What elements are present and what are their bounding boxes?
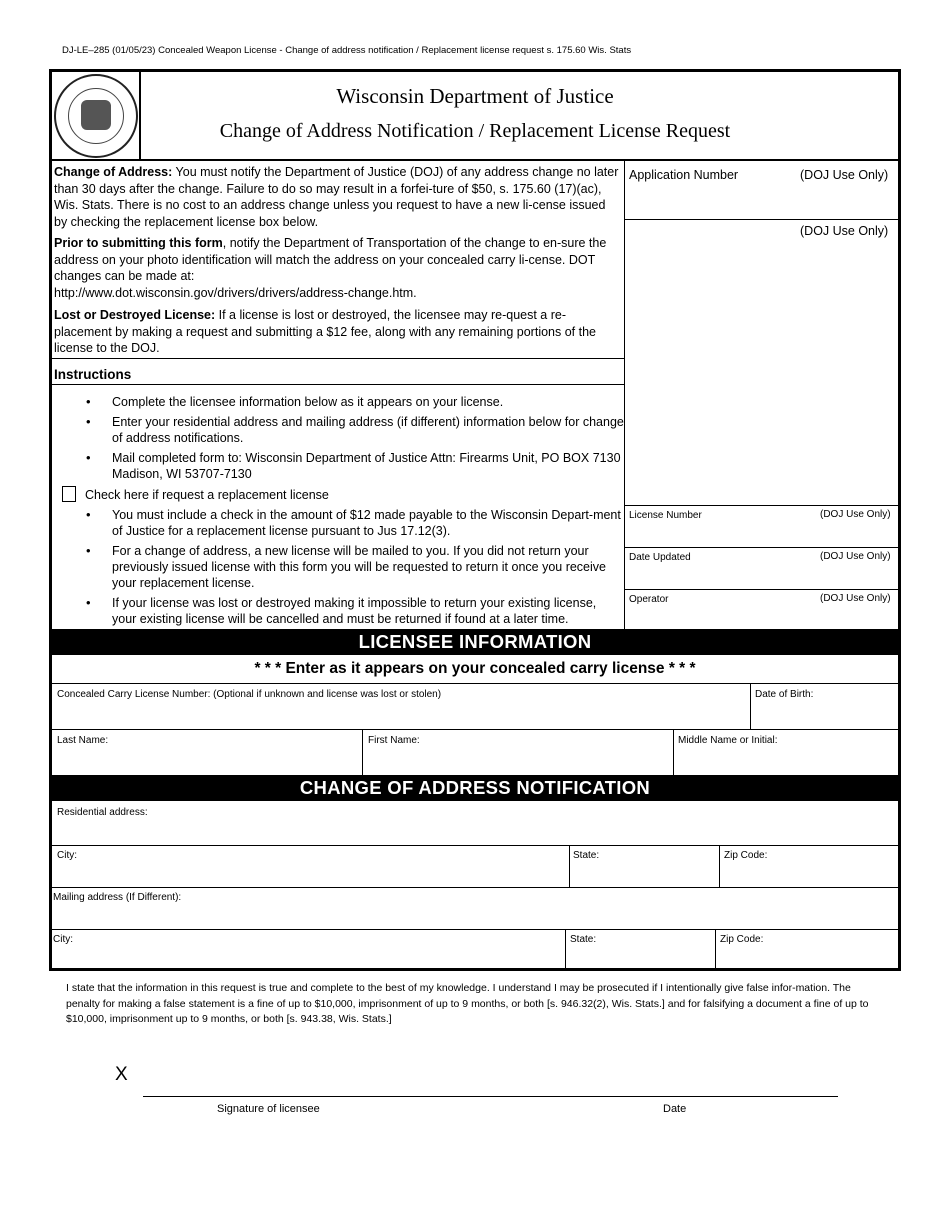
doj-use-only-label: (DOJ Use Only) [800,168,889,182]
replacement-list [52,507,624,631]
replacement-checkbox-label: Check here if request a replacement license [85,488,329,502]
doj-box-rule [625,219,898,220]
date-updated-label: Date Updated [629,552,691,563]
state-label: State: [573,850,600,861]
address-rule [52,887,898,888]
doj-box-rule [625,589,898,590]
doj-use-only-label: (DOJ Use Only) [800,224,889,238]
prior-heading: Prior to submitting this form [54,236,223,250]
ccl-number-label: Concealed Carry License Number: (Optional if unknown and license was lost or stolen) [57,689,442,700]
state-label: State: [570,934,597,945]
last-name-field[interactable] [52,744,361,774]
lost-license-paragraph [54,307,620,357]
mailing-state-field[interactable] [566,944,714,968]
header-rule [52,159,898,161]
operator-label: Operator [629,594,669,605]
application-number-label: Application Number [629,168,739,182]
signature-line [143,1096,838,1097]
residential-state-field[interactable] [570,860,718,886]
replacement-license-checkbox[interactable] [62,486,76,502]
change-text: You must notify the Department of Justice (DOJ) of any address change no later than 30 days after the change. Failure to do so may result in a forfei-ture of $50, s. 175.60 (17)(ac), Wis. Stats. There is no cost to an address change unless you request to have a new li-cense issued by checking the replacement license box below. [54,165,619,229]
change-heading: Change of Address: [54,165,173,179]
mailing-address-label: Mailing address (If Different): [53,892,182,903]
doj-use-only-label: (DOJ Use Only) [820,551,891,562]
change-of-address-paragraph [54,164,620,230]
last-name-label: Last Name: [57,735,109,746]
dob-field[interactable] [751,698,898,728]
city-label: City: [53,934,73,945]
date-label: Date [663,1103,687,1115]
name-rule [52,729,898,730]
dob-label: Date of Birth: [755,689,814,700]
license-number-label: License Number [629,510,702,521]
ccl-number-field[interactable] [52,698,749,728]
residential-city-field[interactable] [52,860,568,886]
residential-address-field[interactable] [52,816,898,844]
address-rule [52,845,898,846]
licensee-subtitle: * * * Enter as it appears on your concealed carry license * * * [254,660,696,677]
doj-column-divider [624,161,625,629]
form-reference: DJ-LE–285 (01/05/23) Concealed Weapon License - Change of address notification / Replacement license request s. 175.60 Wis. Stats [62,45,632,56]
signature-x-mark: X [115,1064,128,1085]
mailing-address-field[interactable] [52,902,898,928]
doj-use-only-label: (DOJ Use Only) [820,593,891,604]
dot-url: http://www.dot.wisconsin.gov/drivers/drivers/address-change.htm. [54,285,417,300]
doj-use-only-label: (DOJ Use Only) [820,509,891,520]
list-item: • You must include a check in the amount of $12 made payable to the Wisconsin Depart-ment of Justice for a replacement license pursuant to Jus 17.12(3). [52,507,624,539]
zip-label: Zip Code: [720,934,764,945]
list-item: • For a change of address, a new license will be mailed to you. If you did not return your previously issued license with this form you will be requested to return it once you receive your replacement license. [52,543,624,591]
zip-label: Zip Code: [724,850,768,861]
first-name-label: First Name: [368,735,420,746]
prior-text: , notify the Department of Transportation of the change to en-sure the address on your photo identification will match the address on your concealed carry li-cense. DOT changes can be made at: [54,236,607,283]
mailing-zip-field[interactable] [716,944,898,968]
lost-heading: Lost or Destroyed License: [54,308,216,322]
first-name-field[interactable] [363,744,673,774]
doj-box-rule [625,505,898,506]
licensee-rule [52,683,898,684]
residential-address-label: Residential address: [57,807,148,818]
change-of-address-band: CHANGE OF ADDRESS NOTIFICATION [52,775,898,801]
signature-label: Signature of licensee [217,1103,320,1115]
list-item: • Complete the licensee information below as it appears on your license. [52,394,624,410]
list-item: • Enter your residential address and mailing address (if different) information below for change of address notifications. [52,414,624,446]
intro-rule [52,358,624,359]
residential-zip-field[interactable] [720,860,898,886]
prior-submit-paragraph [54,235,620,301]
middle-name-label: Middle Name or Initial: [678,735,778,746]
list-item: • If your license was lost or destroyed making it impossible to return your existing license, your existing license will be cancelled and must be returned if found at a later time. [52,595,624,627]
state-seal [54,74,138,158]
middle-name-field[interactable] [674,744,898,774]
mailing-city-field[interactable] [52,944,564,968]
agency-title: Wisconsin Department of Justice [336,84,614,108]
signature-field[interactable] [143,1070,837,1095]
attestation-text: I state that the information in this request is true and complete to the best of my knowledge. I understand I may be prosecuted if I intentionally give false infor-mation. The penalty for making a false statement is a fine of up to $10,000, imprisonment of up to 9 months, or both [s. 946.32(2), Wis. Stats.] and for falsifying a document a fine of up to $10,000, imprisonment up to 9 months, or both [s. 943.38, Wis. Stats.] [66,982,869,1025]
licensee-information-band: LICENSEE INFORMATION [52,629,898,655]
address-rule [52,929,898,930]
instructions-heading: Instructions [54,367,132,382]
list-item: • Mail completed form to: Wisconsin Department of Justice Attn: Firearms Unit, PO BOX 7130 Madison, WI 53707-7130 [52,450,624,482]
seal-emblem-icon [81,100,111,130]
lost-text: If a license is lost or destroyed, the licensee may re-quest a re-placement by making a request and submitting a $12 fee, along with any remaining portions of the license to the DOJ. [54,308,596,355]
doj-box-rule [625,547,898,548]
form-title: Change of Address Notification / Replacement License Request [219,120,731,142]
city-label: City: [57,850,77,861]
instructions-rule [52,384,624,385]
instruction-list [52,394,624,486]
